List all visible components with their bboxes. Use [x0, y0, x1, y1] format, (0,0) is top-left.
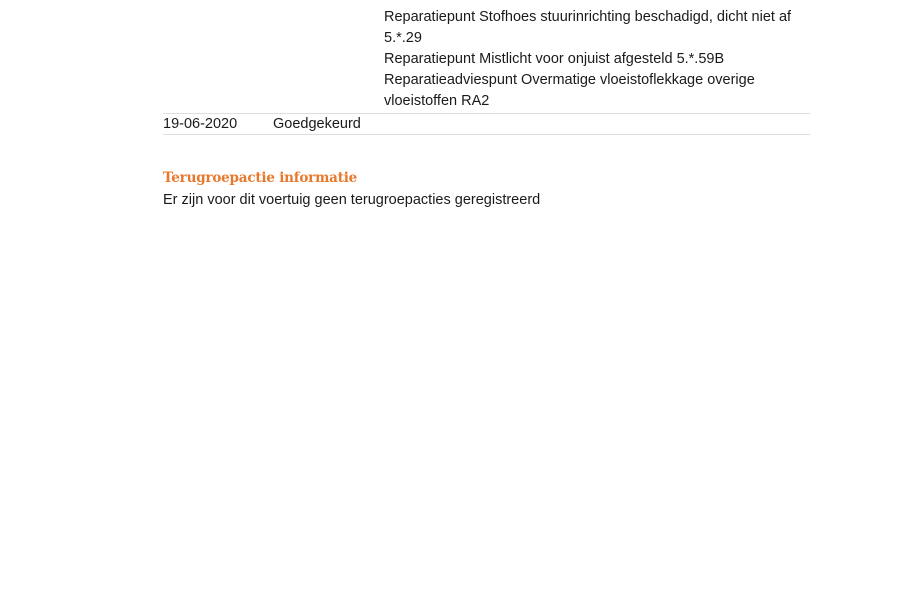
remark-item: Reparatieadviespunt Overmatige vloeistoflekkage overige vloeistoffen RA2	[384, 72, 755, 109]
remark-cut-off	[384, 0, 804, 7]
inspection-date: 19-06-2020	[163, 116, 238, 132]
recall-section-text: Er zijn voor dit voertuig geen terugroepacties geregistreerd	[163, 192, 541, 208]
remark-item: Reparatiepunt Mistlicht voor onjuist afgesteld 5.*.59B	[384, 51, 725, 67]
inspection-history-table	[163, 0, 810, 135]
inspection-status: Goedgekeurd	[273, 116, 361, 132]
recall-section-title: Terugroepactie informatie	[163, 170, 358, 186]
table-row	[163, 114, 810, 135]
table-row	[163, 0, 810, 114]
inspection-remarks	[384, 0, 804, 112]
remark-item: Reparatiepunt Stofhoes stuurinrichting beschadigd, dicht niet af 5.*.29	[384, 9, 792, 46]
